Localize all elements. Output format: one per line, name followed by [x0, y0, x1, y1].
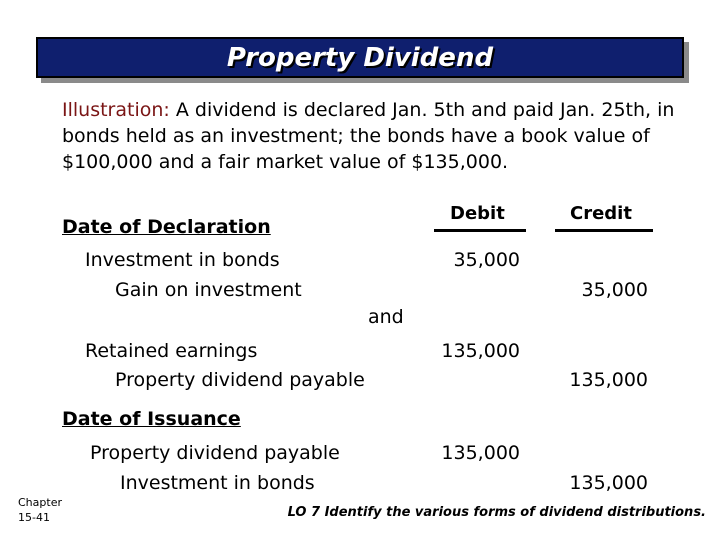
- declaration-entry2-debit-account: Retained earnings: [85, 340, 258, 362]
- declaration-entry2-credit-amount: 135,000: [569, 369, 648, 391]
- chapter-label: [18, 495, 62, 525]
- illustration-paragraph: [62, 97, 682, 175]
- title-banner: [36, 37, 684, 78]
- illustration-label: Illustration:: [62, 99, 170, 121]
- declaration-entry2-credit-account: Property dividend payable: [115, 369, 365, 391]
- issuance-debit-account: Property dividend payable: [90, 442, 340, 464]
- declaration-entry1-credit-amount: 35,000: [581, 279, 648, 301]
- issuance-credit-account: Investment in bonds: [120, 472, 315, 494]
- declaration-entry1-debit-account: Investment in bonds: [85, 249, 280, 271]
- issuance-debit-amount: 135,000: [441, 442, 520, 464]
- learning-objective: LO 7 Identify the various forms of dividend distributions.: [287, 505, 706, 520]
- debit-header-rule: [434, 229, 526, 232]
- issuance-heading: Date of Issuance: [62, 408, 241, 430]
- slide-title: Property Dividend: [226, 43, 494, 73]
- chapter-text: Chapter: [18, 496, 62, 509]
- declaration-entry1-debit-amount: 35,000: [453, 249, 520, 271]
- declaration-heading: Date of Declaration: [62, 216, 271, 238]
- debit-header: Debit: [450, 203, 505, 224]
- connector-and: and: [368, 306, 404, 328]
- issuance-credit-amount: 135,000: [569, 472, 648, 494]
- page-number: 15-41: [18, 511, 50, 524]
- credit-header: Credit: [570, 203, 632, 224]
- illustration-text: A dividend is declared Jan. 5th and paid Jan. 25th, in bonds held as an investment; the bonds have a book value of $100,000 and a fair market value of $135,000.: [62, 99, 675, 173]
- declaration-entry1-credit-account: Gain on investment: [115, 279, 302, 301]
- credit-header-rule: [555, 229, 653, 232]
- declaration-entry2-debit-amount: 135,000: [441, 340, 520, 362]
